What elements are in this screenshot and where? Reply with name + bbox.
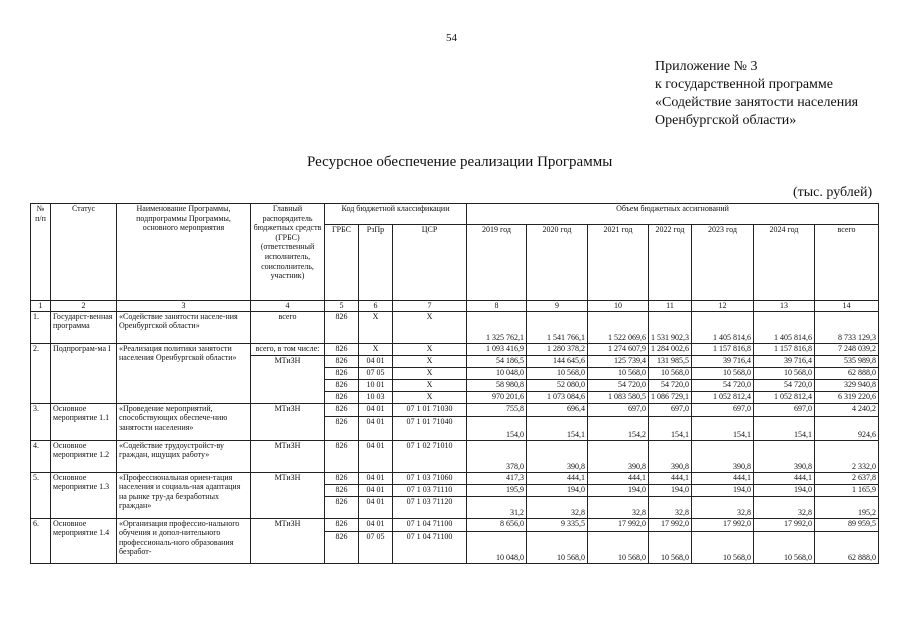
cell-value: 10 568,0 xyxy=(692,367,754,379)
cell-csr: Х xyxy=(393,355,467,367)
row-grbs-main: всего, в том числе: xyxy=(251,343,325,355)
cell-rzpr: 07 05 xyxy=(359,531,393,563)
row-grbs-main: всего xyxy=(251,311,325,343)
units-label: (тыс. рублей) xyxy=(793,185,873,200)
cell-rzpr: 10 01 xyxy=(359,379,393,391)
cell-value: 390,8 xyxy=(754,440,815,472)
cell-grbs: 826 xyxy=(325,343,359,355)
cell-value: 17 992,0 xyxy=(692,518,754,531)
cell-value: 9 335,5 xyxy=(527,518,588,531)
cell-value: 390,8 xyxy=(527,440,588,472)
cell-value: 1 541 766,1 xyxy=(527,311,588,343)
header-name: Наименование Программы, подпрограммы Программы, основного мероприятия xyxy=(117,204,251,301)
column-number: 5 xyxy=(325,301,359,312)
cell-value: 390,8 xyxy=(588,440,649,472)
row-name: «Профессиональная ориен-тация населения и социаль-ная адаптация на рынке тру-да безработных граждан» xyxy=(117,472,251,518)
row-name: «Содействие занятости населе-ния Оренбургской области» xyxy=(117,311,251,343)
header-code-group: Код бюджетной классификации xyxy=(325,204,467,225)
column-number: 2 xyxy=(51,301,117,312)
cell-rzpr: 04 01 xyxy=(359,416,393,440)
row-name: «Проведение мероприятий, способствующих обеспече-нию занятости населения» xyxy=(117,403,251,440)
column-number: 3 xyxy=(117,301,251,312)
cell-csr: 07 1 03 71120 xyxy=(393,496,467,518)
cell-value: 417,3 xyxy=(467,472,527,484)
row-name: «Организация профессио-нального обучения и допол-нительного профессиональ-ного образования безработ- xyxy=(117,518,251,563)
cell-grbs: 826 xyxy=(325,416,359,440)
cell-value: 1 531 902,3 xyxy=(649,311,692,343)
row-grbs-main: МТиЗН xyxy=(251,472,325,518)
cell-total: 195,2 xyxy=(815,496,879,518)
cell-value: 32,8 xyxy=(527,496,588,518)
cell-value: 154,1 xyxy=(692,416,754,440)
resource-table xyxy=(30,203,879,564)
cell-grbs: 826 xyxy=(325,391,359,403)
cell-csr: Х xyxy=(393,311,467,343)
cell-total: 924,6 xyxy=(815,416,879,440)
cell-value: 10 568,0 xyxy=(754,367,815,379)
cell-csr: Х xyxy=(393,343,467,355)
table-row xyxy=(31,472,879,484)
row-grbs-main: МТиЗН xyxy=(251,403,325,440)
cell-value: 1 052 812,4 xyxy=(754,391,815,403)
cell-value: 1 083 580,5 xyxy=(588,391,649,403)
cell-value: 194,0 xyxy=(754,484,815,496)
row-status: Основное мероприятие 1.2 xyxy=(51,440,117,472)
cell-csr: 07 1 04 71100 xyxy=(393,531,467,563)
cell-total: 4 240,2 xyxy=(815,403,879,416)
table-row xyxy=(31,403,879,416)
cell-value: 1 157 816,8 xyxy=(692,343,754,355)
cell-value: 194,0 xyxy=(527,484,588,496)
cell-value: 8 656,0 xyxy=(467,518,527,531)
row-grbs-sub: МТиЗН xyxy=(251,355,325,403)
cell-grbs: 826 xyxy=(325,355,359,367)
column-number: 12 xyxy=(692,301,754,312)
cell-value: 1 073 084,6 xyxy=(527,391,588,403)
cell-grbs: 826 xyxy=(325,518,359,531)
cell-csr: Х xyxy=(393,367,467,379)
column-number: 14 xyxy=(815,301,879,312)
cell-rzpr: 04 01 xyxy=(359,518,393,531)
row-status: Основное мероприятие 1.4 xyxy=(51,518,117,563)
cell-value: 697,0 xyxy=(649,403,692,416)
column-number: 11 xyxy=(649,301,692,312)
appendix-line: «Содействие занятости населения xyxy=(655,95,859,110)
cell-value: 31,2 xyxy=(467,496,527,518)
appendix-line: Приложение № 3 xyxy=(655,59,758,74)
header-year: 2020 год xyxy=(527,225,588,301)
cell-value: 444,1 xyxy=(527,472,588,484)
header-year: 2021 год xyxy=(588,225,649,301)
cell-value: 144 645,6 xyxy=(527,355,588,367)
cell-csr: Х xyxy=(393,379,467,391)
cell-grbs: 826 xyxy=(325,496,359,518)
cell-total: 2 637,8 xyxy=(815,472,879,484)
row-number: 4. xyxy=(31,440,51,472)
cell-value: 390,8 xyxy=(692,440,754,472)
cell-value: 32,8 xyxy=(692,496,754,518)
column-number: 13 xyxy=(754,301,815,312)
header-year: 2024 год xyxy=(754,225,815,301)
cell-csr: 07 1 02 71010 xyxy=(393,440,467,472)
header-year: 2022 год xyxy=(649,225,692,301)
header-grbs: ГРБС xyxy=(325,225,359,301)
cell-value: 378,0 xyxy=(467,440,527,472)
cell-total: 62 888,0 xyxy=(815,531,879,563)
row-number: 6. xyxy=(31,518,51,563)
cell-value: 390,8 xyxy=(649,440,692,472)
cell-value: 39 716,4 xyxy=(754,355,815,367)
column-number: 9 xyxy=(527,301,588,312)
cell-value: 10 048,0 xyxy=(467,367,527,379)
cell-value: 54 720,0 xyxy=(649,379,692,391)
cell-value: 444,1 xyxy=(754,472,815,484)
cell-value: 1 157 816,8 xyxy=(754,343,815,355)
header-num: № п/п xyxy=(31,204,51,301)
table-row xyxy=(31,518,879,531)
row-number: 2. xyxy=(31,343,51,403)
cell-value: 194,0 xyxy=(692,484,754,496)
cell-value: 194,0 xyxy=(649,484,692,496)
cell-value: 10 568,0 xyxy=(527,367,588,379)
header-csr: ЦСР xyxy=(393,225,467,301)
header-grbs-main: Главный распорядитель бюджетных средств (ГРБС) (ответственный исполнитель, соисполнитель, участник) xyxy=(251,204,325,301)
cell-rzpr: 04 01 xyxy=(359,496,393,518)
cell-value: 1 405 814,6 xyxy=(754,311,815,343)
cell-value: 17 992,0 xyxy=(754,518,815,531)
header-rzpr: РзПр xyxy=(359,225,393,301)
cell-value: 10 568,0 xyxy=(649,367,692,379)
cell-value: 195,9 xyxy=(467,484,527,496)
appendix-line: к государственной программе xyxy=(655,77,833,92)
cell-value: 39 716,4 xyxy=(692,355,754,367)
cell-value: 1 052 812,4 xyxy=(692,391,754,403)
row-status: Основное мероприятие 1.3 xyxy=(51,472,117,518)
table-row xyxy=(31,311,879,343)
column-number: 10 xyxy=(588,301,649,312)
cell-value: 131 985,5 xyxy=(649,355,692,367)
cell-value: 1 325 762,1 xyxy=(467,311,527,343)
cell-total: 62 888,0 xyxy=(815,367,879,379)
cell-value: 444,1 xyxy=(588,472,649,484)
cell-rzpr: 04 01 xyxy=(359,355,393,367)
row-number: 3. xyxy=(31,403,51,440)
cell-value: 194,0 xyxy=(588,484,649,496)
cell-value: 697,0 xyxy=(692,403,754,416)
cell-value: 696,4 xyxy=(527,403,588,416)
cell-grbs: 826 xyxy=(325,403,359,416)
cell-csr: 07 1 04 71100 xyxy=(393,518,467,531)
appendix-line: Оренбургской области» xyxy=(655,113,797,128)
cell-rzpr: Х xyxy=(359,343,393,355)
cell-value: 32,8 xyxy=(754,496,815,518)
cell-total: 1 165,9 xyxy=(815,484,879,496)
page-number: 54 xyxy=(446,32,457,44)
row-name: «Реализация политики занятости населения Оренбургской области» xyxy=(117,343,251,403)
row-grbs-main: МТиЗН xyxy=(251,518,325,563)
cell-value: 54 720,0 xyxy=(588,379,649,391)
cell-value: 1 093 416,9 xyxy=(467,343,527,355)
cell-grbs: 826 xyxy=(325,484,359,496)
cell-value: 32,8 xyxy=(588,496,649,518)
cell-value: 17 992,0 xyxy=(588,518,649,531)
cell-value: 10 568,0 xyxy=(588,531,649,563)
cell-rzpr: 07 05 xyxy=(359,367,393,379)
cell-rzpr: 10 03 xyxy=(359,391,393,403)
row-number: 5. xyxy=(31,472,51,518)
cell-value: 1 280 378,2 xyxy=(527,343,588,355)
header-volume-group: Объем бюджетных ассигнований xyxy=(467,204,879,225)
row-status: Подпрограм-ма I xyxy=(51,343,117,403)
cell-value: 1 284 002,6 xyxy=(649,343,692,355)
table-row xyxy=(31,343,879,355)
cell-value: 1 405 814,6 xyxy=(692,311,754,343)
cell-value: 1 274 607,9 xyxy=(588,343,649,355)
cell-grbs: 826 xyxy=(325,367,359,379)
row-status: Государст-венная программа xyxy=(51,311,117,343)
cell-value: 10 568,0 xyxy=(588,367,649,379)
cell-grbs: 826 xyxy=(325,472,359,484)
cell-value: 125 739,4 xyxy=(588,355,649,367)
cell-total: 6 319 220,6 xyxy=(815,391,879,403)
document-title: Ресурсное обеспечение реализации Программы xyxy=(307,154,613,170)
header-year: 2023 год xyxy=(692,225,754,301)
cell-value: 697,0 xyxy=(754,403,815,416)
cell-value: 10 568,0 xyxy=(527,531,588,563)
cell-total: 89 959,5 xyxy=(815,518,879,531)
cell-value: 10 568,0 xyxy=(754,531,815,563)
cell-grbs: 826 xyxy=(325,531,359,563)
cell-total: 329 940,8 xyxy=(815,379,879,391)
cell-total: 7 248 039,2 xyxy=(815,343,879,355)
row-grbs-main: МТиЗН xyxy=(251,440,325,472)
cell-rzpr: 04 01 xyxy=(359,472,393,484)
cell-csr: 07 1 03 71110 xyxy=(393,484,467,496)
column-number: 4 xyxy=(251,301,325,312)
cell-total: 8 733 129,3 xyxy=(815,311,879,343)
cell-rzpr: 04 01 xyxy=(359,403,393,416)
cell-grbs: 826 xyxy=(325,379,359,391)
table-body xyxy=(31,204,879,564)
cell-value: 17 992,0 xyxy=(649,518,692,531)
cell-value: 32,8 xyxy=(649,496,692,518)
cell-value: 154,1 xyxy=(527,416,588,440)
cell-value: 58 980,8 xyxy=(467,379,527,391)
appendix-heading xyxy=(655,58,858,130)
cell-value: 1 522 069,6 xyxy=(588,311,649,343)
row-name: «Содействие трудоустройст-ву граждан, ищущих работу» xyxy=(117,440,251,472)
cell-value: 970 201,6 xyxy=(467,391,527,403)
cell-total: 535 989,8 xyxy=(815,355,879,367)
cell-value: 755,8 xyxy=(467,403,527,416)
cell-value: 154,0 xyxy=(467,416,527,440)
cell-value: 154,1 xyxy=(754,416,815,440)
row-number: 1. xyxy=(31,311,51,343)
cell-value: 10 048,0 xyxy=(467,531,527,563)
column-number: 7 xyxy=(393,301,467,312)
cell-value: 10 568,0 xyxy=(649,531,692,563)
cell-value: 444,1 xyxy=(649,472,692,484)
column-number: 8 xyxy=(467,301,527,312)
header-total: всего xyxy=(815,225,879,301)
cell-value: 54 186,5 xyxy=(467,355,527,367)
cell-value: 52 080,0 xyxy=(527,379,588,391)
row-status: Основное мероприятие 1.1 xyxy=(51,403,117,440)
header-row xyxy=(31,204,879,225)
cell-grbs: 826 xyxy=(325,311,359,343)
cell-value: 444,1 xyxy=(692,472,754,484)
cell-csr: 07 1 01 71030 xyxy=(393,403,467,416)
cell-grbs: 826 xyxy=(325,440,359,472)
cell-value: 154,2 xyxy=(588,416,649,440)
cell-value: 10 568,0 xyxy=(692,531,754,563)
cell-total: 2 332,0 xyxy=(815,440,879,472)
cell-rzpr: 04 01 xyxy=(359,484,393,496)
header-year: 2019 год xyxy=(467,225,527,301)
column-number: 1 xyxy=(31,301,51,312)
cell-csr: 07 1 01 71040 xyxy=(393,416,467,440)
cell-rzpr: Х xyxy=(359,311,393,343)
cell-rzpr: 04 01 xyxy=(359,440,393,472)
cell-value: 54 720,0 xyxy=(692,379,754,391)
cell-value: 1 086 729,1 xyxy=(649,391,692,403)
cell-csr: 07 1 03 71060 xyxy=(393,472,467,484)
column-number-row xyxy=(31,301,879,312)
cell-value: 54 720,0 xyxy=(754,379,815,391)
table-row xyxy=(31,440,879,472)
cell-value: 154,1 xyxy=(649,416,692,440)
cell-value: 697,0 xyxy=(588,403,649,416)
column-number: 6 xyxy=(359,301,393,312)
cell-csr: Х xyxy=(393,391,467,403)
header-status: Статус xyxy=(51,204,117,301)
